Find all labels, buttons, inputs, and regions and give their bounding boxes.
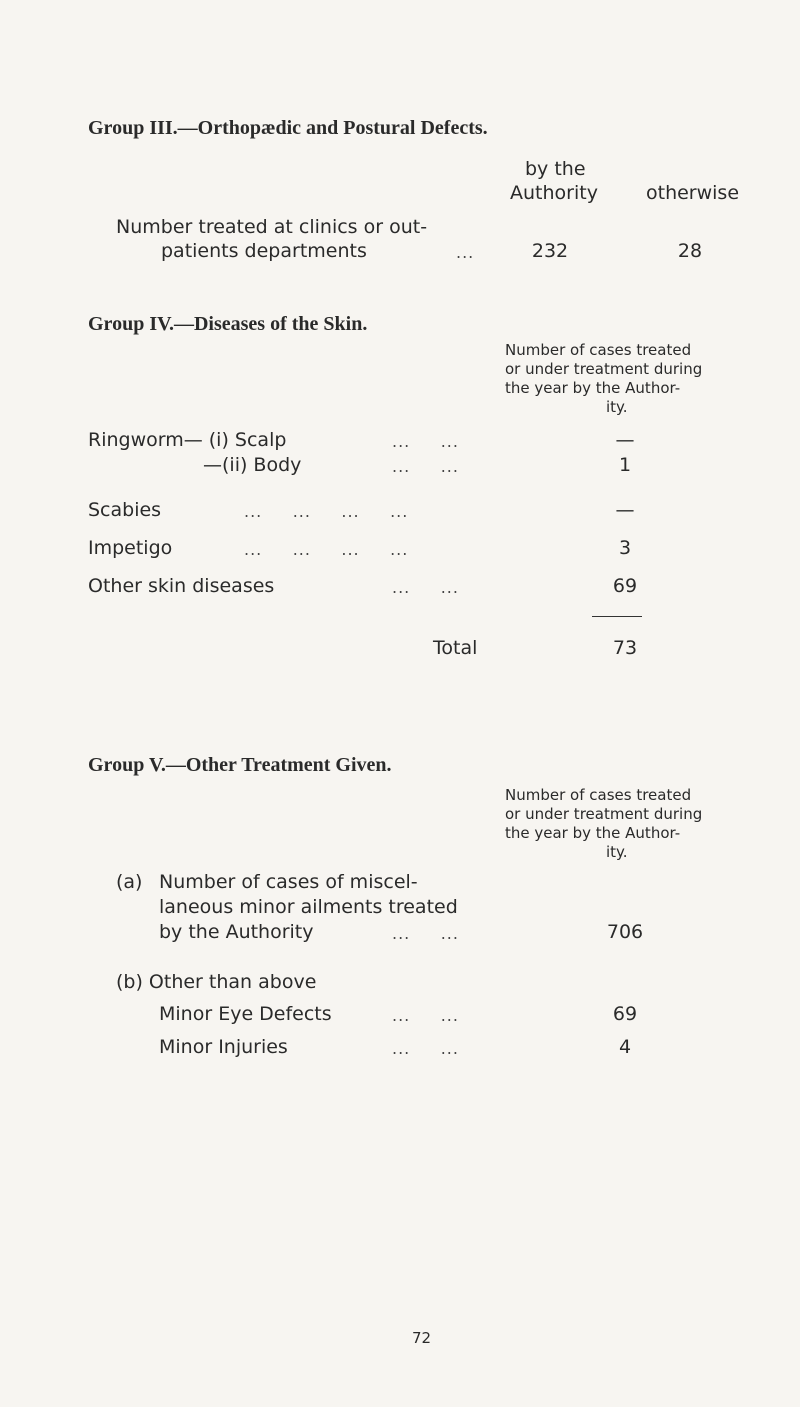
group4-row-impetigo-label: Impetigo: [88, 537, 173, 559]
group5-row-minor-injuries-label: Minor Injuries: [159, 1036, 288, 1058]
group5-item-b-label: (b) Other than above: [116, 971, 317, 993]
group5-col-header-line1: Number of cases treated: [505, 786, 692, 804]
group4-row-other-skin-value: 69: [612, 575, 638, 597]
group3-heading: Group III.—Orthopædic and Postural Defects.: [88, 117, 488, 139]
group4-total-label: Total: [433, 637, 478, 659]
group5-item-a-marker: (a): [116, 871, 143, 893]
group5-item-a-label-line3: by the Authority: [159, 921, 314, 943]
leader-dots: ... ...: [392, 924, 459, 943]
group5-col-header-line4: ity.: [606, 843, 628, 861]
group4-row-scabies-value: —: [615, 499, 635, 521]
group3-col-authority-line1: by the: [525, 158, 586, 180]
leader-dots: ... ... ... ...: [244, 540, 409, 559]
group4-row-ringworm-body-label: —(ii) Body: [203, 454, 302, 476]
leader-dots: ...: [456, 243, 475, 262]
leader-dots: ... ...: [392, 578, 459, 597]
group3-row-label-line2: patients departments: [161, 240, 367, 262]
group3-row-label-line1: Number treated at clinics or out-: [116, 216, 428, 238]
group5-col-header-line3: the year by the Author-: [505, 824, 681, 842]
group3-row-authority-value: 232: [531, 240, 569, 262]
group5-item-a-label-line2: laneous minor ailments treated: [159, 896, 458, 918]
group4-col-header-line3: the year by the Author-: [505, 379, 681, 397]
group4-heading: Group IV.—Diseases of the Skin.: [88, 313, 368, 335]
group4-row-ringworm-scalp-label: Ringworm— (i) Scalp: [88, 429, 287, 451]
group3-col-authority-line2: Authority: [510, 182, 598, 204]
group3-col-otherwise: otherwise: [646, 182, 740, 204]
group5-heading: Group V.—Other Treatment Given.: [88, 754, 392, 776]
group4-row-ringworm-body-value: 1: [618, 454, 632, 476]
group4-row-impetigo-value: 3: [618, 537, 632, 559]
group5-row-minor-injuries-value: 4: [618, 1036, 632, 1058]
group4-col-header-line2: or under treatment during: [505, 360, 703, 378]
group5-item-a-label-line1: Number of cases of miscel-: [159, 871, 418, 893]
total-rule: [592, 616, 642, 617]
leader-dots: ... ...: [392, 457, 459, 476]
group5-item-a-value: 706: [606, 921, 644, 943]
leader-dots: ... ...: [392, 1006, 459, 1025]
group4-total-value: 73: [612, 637, 638, 659]
group4-col-header-line4: ity.: [606, 398, 628, 416]
leader-dots: ... ... ... ...: [244, 502, 409, 521]
leader-dots: ... ...: [392, 1039, 459, 1058]
group5-row-minor-eye-label: Minor Eye Defects: [159, 1003, 332, 1025]
group5-col-header-line2: or under treatment during: [505, 805, 703, 823]
group4-col-header-line1: Number of cases treated: [505, 341, 692, 359]
group3-row-otherwise-value: 28: [677, 240, 703, 262]
group4-row-other-skin-label: Other skin diseases: [88, 575, 275, 597]
group4-row-ringworm-scalp-value: —: [615, 429, 635, 451]
group4-row-scabies-label: Scabies: [88, 499, 162, 521]
leader-dots: ... ...: [392, 432, 459, 451]
page-number: 72: [412, 1329, 432, 1347]
group5-row-minor-eye-value: 69: [612, 1003, 638, 1025]
